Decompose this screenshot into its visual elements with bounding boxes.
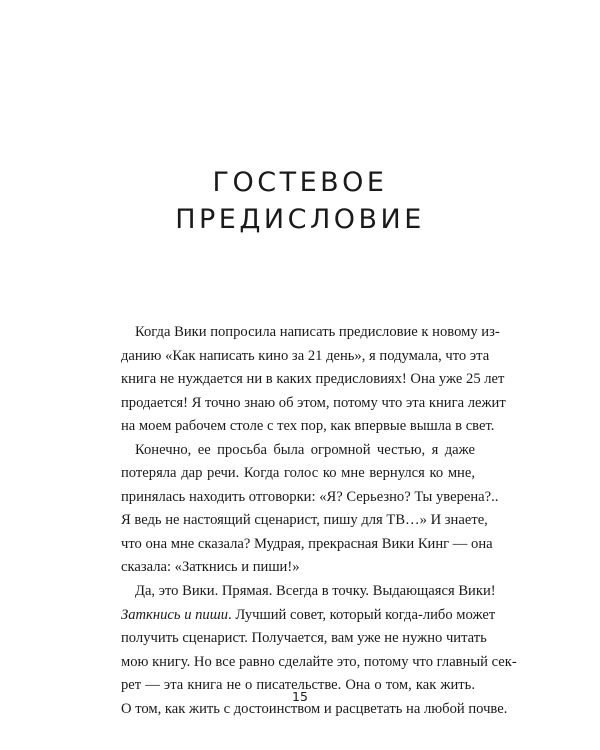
- page-number: 15: [292, 689, 308, 704]
- text-line: получить сценарист. Получается, вам уже не нужно читать: [121, 630, 487, 647]
- text-line: Когда Вики попросила написать предисловие к новому из-: [135, 324, 500, 340]
- text-line: Я ведь не настоящий сценарист, пишу для ТВ…» И знаете,: [121, 512, 488, 529]
- chapter-title-line-1: ГОСТЕВОЕ: [212, 167, 388, 198]
- text-line: О том, как жить с достоинством и расцветать на любой почве.: [121, 700, 508, 717]
- body-text: [121, 321, 517, 721]
- text-line: продается! Я точно знаю об этом, потому что эта книга лежит: [121, 394, 506, 411]
- text-line: мою книгу. Но все равно сделайте это, потому что главный сек-: [121, 653, 517, 670]
- italic-phrase: Заткнись и пиши: [121, 606, 229, 623]
- text-line: рет — эта книга не о писательстве. Она о том, как жить.: [121, 677, 475, 694]
- text-line: что она мне сказала? Мудрая, прекрасная Вики Кинг — она: [121, 535, 493, 552]
- text-line: сказала: «Заткнись и пиши!»: [121, 559, 300, 576]
- text-line: на моем рабочем столе с тех пор, как впервые вышла в свет.: [121, 418, 495, 435]
- text-line: Конечно, ее просьба была огромной честью, я даже: [135, 441, 475, 458]
- text-fragment: . Лучший совет, который когда-либо может: [228, 606, 496, 623]
- text-line: данию «Как написать кино за 21 день», я подумала, что эта: [121, 347, 490, 364]
- text-line: Да, это Вики. Прямая. Всегда в точку. Выдающаяся Вики!: [135, 583, 496, 600]
- chapter-title: [0, 164, 600, 238]
- text-line: принялась находить отговорки: «Я? Серьезно? Ты уверена?..: [121, 488, 499, 505]
- text-line: потеряла дар речи. Когда голос ко мне вернулся ко мне,: [121, 465, 475, 482]
- paragraph-2: [121, 439, 499, 580]
- text-line: [121, 604, 496, 628]
- paragraph-1: [121, 321, 506, 439]
- text-line: книга не нуждается ни в каких предисловиях! Она уже 25 лет: [121, 371, 505, 388]
- chapter-title-line-2: ПРЕДИСЛОВИЕ: [175, 204, 425, 235]
